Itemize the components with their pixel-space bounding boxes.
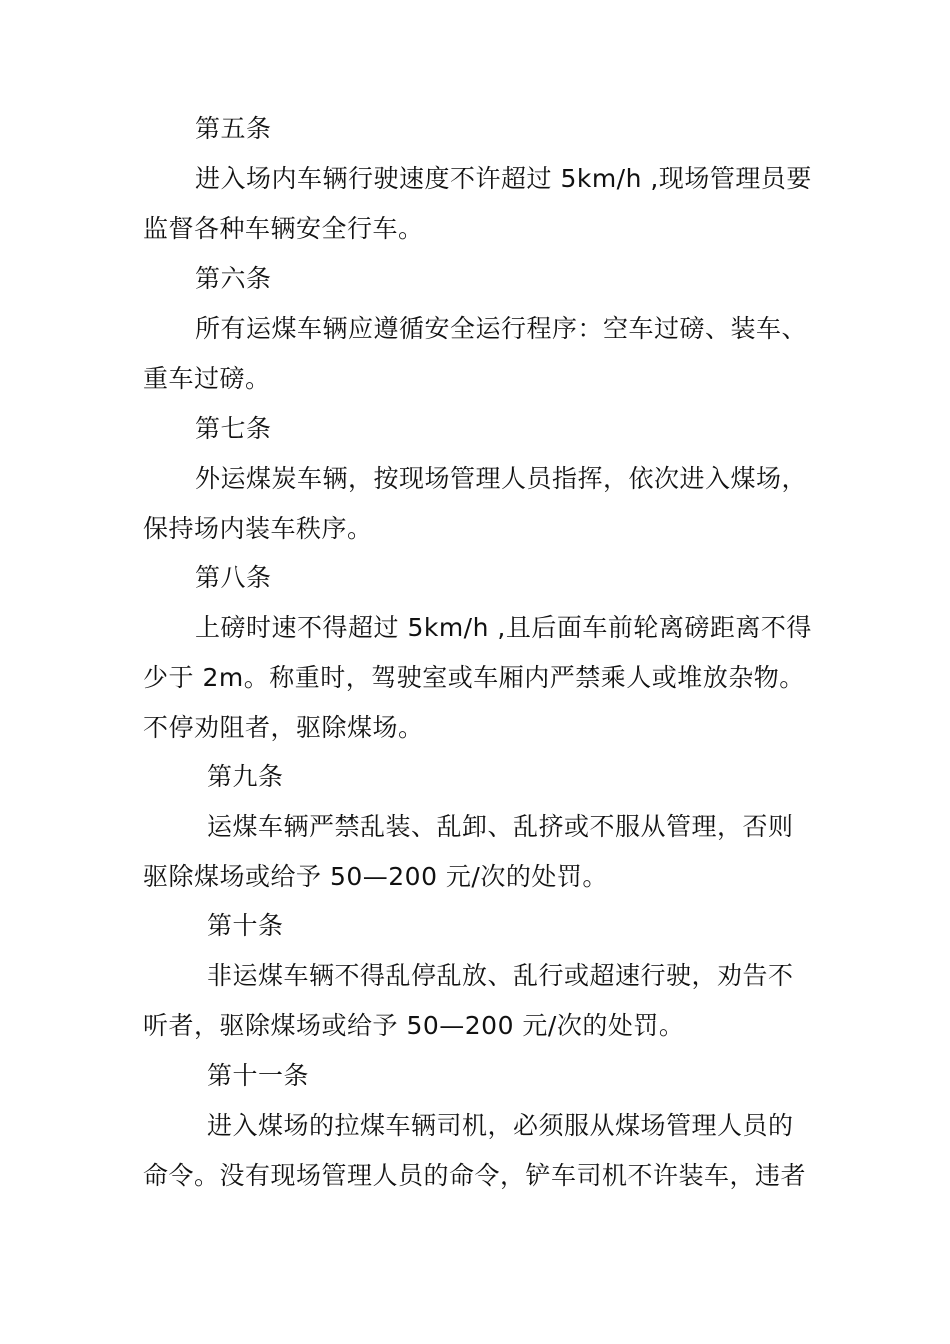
- paragraph-line: 不停劝阻者，驱除煤场。: [143, 713, 424, 742]
- paragraph-line: 保持场内装车秩序。: [143, 514, 373, 543]
- article-heading-5: 第五条: [195, 114, 272, 143]
- paragraph-line: 进入场内车辆行驶速度不许超过 5km/h ,现场管理员要: [195, 164, 812, 193]
- paragraph-line: 所有运煤车辆应遵循安全运行程序：空车过磅、装车、: [195, 314, 808, 343]
- article-heading-10: 第十条: [207, 911, 284, 940]
- paragraph-line: 监督各种车辆安全行车。: [143, 214, 424, 243]
- article-heading-9: 第九条: [207, 762, 284, 791]
- paragraph-line: 驱除煤场或给予 50—200 元/次的处罚。: [143, 862, 608, 891]
- article-heading-11: 第十一条: [207, 1061, 310, 1090]
- paragraph-line: 听者，驱除煤场或给予 50—200 元/次的处罚。: [143, 1011, 685, 1040]
- article-heading-8: 第八条: [195, 563, 272, 592]
- article-heading-6: 第六条: [195, 264, 272, 293]
- article-heading-7: 第七条: [195, 414, 272, 443]
- paragraph-line: 运煤车辆严禁乱装、乱卸、乱挤或不服从管理，否则: [207, 812, 794, 841]
- paragraph-line: 少于 2m。称重时，驾驶室或车厢内严禁乘人或堆放杂物。: [143, 663, 805, 692]
- paragraph-line: 进入煤场的拉煤车辆司机，必须服从煤场管理人员的: [207, 1111, 794, 1140]
- paragraph-line: 重车过磅。: [143, 364, 271, 393]
- paragraph-line: 外运煤炭车辆，按现场管理人员指挥，依次进入煤场，: [195, 464, 808, 493]
- paragraph-line: 上磅时速不得超过 5km/h ,且后面车前轮离磅距离不得: [195, 613, 812, 642]
- paragraph-line: 非运煤车辆不得乱停乱放、乱行或超速行驶，劝告不: [207, 961, 794, 990]
- paragraph-line: 命令。没有现场管理人员的命令，铲车司机不许装车，违者: [143, 1161, 807, 1190]
